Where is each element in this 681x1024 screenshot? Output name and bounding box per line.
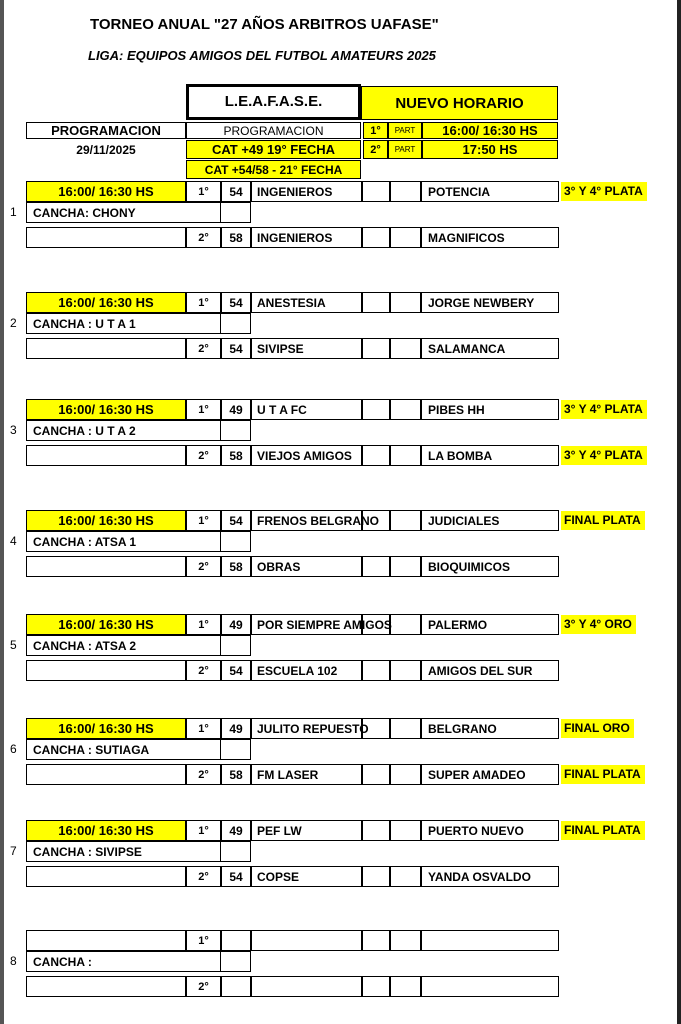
- cancha-label: CANCHA : U T A 2: [26, 420, 221, 441]
- spacer-cell: [221, 313, 251, 334]
- block-number: 2: [10, 316, 17, 330]
- home-team: FM LASER: [251, 764, 362, 785]
- cancha-label: CANCHA :: [26, 951, 221, 972]
- category-cell: 54: [221, 338, 251, 359]
- score-away: [390, 718, 421, 739]
- score-home: [362, 510, 390, 531]
- home-team: INGENIEROS: [251, 181, 362, 202]
- score-away: [390, 510, 421, 531]
- home-team: [251, 930, 362, 951]
- score-away: [390, 660, 421, 681]
- time-slot: 16:00/ 16:30 HS: [26, 399, 186, 420]
- category-cell: 54: [221, 510, 251, 531]
- score-home: [362, 292, 390, 313]
- match-note: FINAL PLATA: [561, 821, 645, 840]
- spacer-cell: [221, 202, 251, 223]
- away-team: PUERTO NUEVO: [421, 820, 559, 841]
- programacion-left: PROGRAMACION: [26, 122, 186, 139]
- category-cell: [221, 930, 251, 951]
- time-slot: 16:00/ 16:30 HS: [26, 820, 186, 841]
- category-cell: 54: [221, 292, 251, 313]
- score-away: [390, 399, 421, 420]
- match-note: 3° Y 4° PLATA: [561, 182, 647, 201]
- part-number: 2°: [186, 866, 221, 887]
- category-cell: 58: [221, 227, 251, 248]
- spacer-cell: [221, 951, 251, 972]
- match-note: FINAL PLATA: [561, 765, 645, 784]
- match-note: 3° Y 4° PLATA: [561, 400, 647, 419]
- category-49-label: CAT +49 19° FECHA: [186, 140, 361, 159]
- score-away: [390, 976, 421, 997]
- cancha-label: CANCHA : ATSA 1: [26, 531, 221, 552]
- category-54-58-label: CAT +54/58 - 21° FECHA: [186, 160, 361, 179]
- score-home: [362, 930, 390, 951]
- score-away: [390, 614, 421, 635]
- time-slot: 16:00/ 16:30 HS: [26, 510, 186, 531]
- time-slot: [26, 930, 186, 951]
- spacer-cell: [221, 531, 251, 552]
- away-team: PALERMO: [421, 614, 559, 635]
- block-number: 4: [10, 534, 17, 548]
- category-cell: 49: [221, 614, 251, 635]
- score-home: [362, 399, 390, 420]
- part-number: 2°: [186, 338, 221, 359]
- time-slot: 16:00/ 16:30 HS: [26, 614, 186, 635]
- category-cell: 54: [221, 181, 251, 202]
- block-number: 7: [10, 844, 17, 858]
- part1-time: 16:00/ 16:30 HS: [422, 122, 558, 139]
- away-team: POTENCIA: [421, 181, 559, 202]
- schedule-date: 29/11/2025: [76, 143, 136, 157]
- home-team: U T A FC: [251, 399, 362, 420]
- spacer-cell: [221, 635, 251, 656]
- part-number: 1°: [186, 614, 221, 635]
- part-number: 2°: [186, 227, 221, 248]
- home-team: VIEJOS AMIGOS: [251, 445, 362, 466]
- home-team: ESCUELA 102: [251, 660, 362, 681]
- part-number: 1°: [186, 820, 221, 841]
- empty-cell: [26, 556, 186, 577]
- score-home: [362, 556, 390, 577]
- home-team: OBRAS: [251, 556, 362, 577]
- score-away: [390, 866, 421, 887]
- score-away: [390, 764, 421, 785]
- score-home: [362, 614, 390, 635]
- score-home: [362, 338, 390, 359]
- part-number: 1°: [186, 510, 221, 531]
- new-schedule-box: NUEVO HORARIO: [361, 86, 558, 120]
- away-team: JUDICIALES: [421, 510, 559, 531]
- block-number: 5: [10, 638, 17, 652]
- cancha-label: CANCHA: CHONY: [26, 202, 221, 223]
- away-team: JORGE NEWBERY: [421, 292, 559, 313]
- empty-cell: [26, 976, 186, 997]
- category-cell: 49: [221, 718, 251, 739]
- score-home: [362, 660, 390, 681]
- empty-cell: [26, 764, 186, 785]
- home-team: JULITO REPUESTO: [251, 718, 362, 739]
- score-home: [362, 866, 390, 887]
- home-team: ANESTESIA: [251, 292, 362, 313]
- away-team: AMIGOS DEL SUR: [421, 660, 559, 681]
- home-team: INGENIEROS: [251, 227, 362, 248]
- category-cell: 54: [221, 660, 251, 681]
- score-away: [390, 227, 421, 248]
- away-team: BELGRANO: [421, 718, 559, 739]
- home-team: [251, 976, 362, 997]
- block-number: 8: [10, 954, 17, 968]
- home-team: COPSE: [251, 866, 362, 887]
- score-away: [390, 930, 421, 951]
- away-team: [421, 930, 559, 951]
- score-home: [362, 227, 390, 248]
- category-cell: 49: [221, 399, 251, 420]
- category-cell: 49: [221, 820, 251, 841]
- block-number: 1: [10, 205, 17, 219]
- away-team: [421, 976, 559, 997]
- match-note: FINAL PLATA: [561, 511, 645, 530]
- part2-number: 2°: [363, 140, 388, 159]
- spacer-cell: [221, 841, 251, 862]
- part-number: 1°: [186, 399, 221, 420]
- spacer-cell: [221, 420, 251, 441]
- home-team: POR SIEMPRE AMIGOS: [251, 614, 362, 635]
- part-number: 2°: [186, 445, 221, 466]
- score-home: [362, 718, 390, 739]
- score-away: [390, 820, 421, 841]
- part-number: 1°: [186, 718, 221, 739]
- score-away: [390, 556, 421, 577]
- block-number: 6: [10, 742, 17, 756]
- empty-cell: [26, 338, 186, 359]
- score-home: [362, 820, 390, 841]
- cancha-label: CANCHA : ATSA 2: [26, 635, 221, 656]
- part-number: 2°: [186, 764, 221, 785]
- match-note: 3° Y 4° PLATA: [561, 446, 647, 465]
- empty-cell: [26, 660, 186, 681]
- match-note: 3° Y 4° ORO: [561, 615, 636, 634]
- score-away: [390, 181, 421, 202]
- away-team: PIBES HH: [421, 399, 559, 420]
- left-edge-bar: [0, 0, 4, 1024]
- score-away: [390, 445, 421, 466]
- away-team: BIOQUIMICOS: [421, 556, 559, 577]
- time-slot: 16:00/ 16:30 HS: [26, 718, 186, 739]
- programacion-center: PROGRAMACION: [186, 122, 361, 139]
- away-team: SUPER AMADEO: [421, 764, 559, 785]
- cancha-label: CANCHA : SUTIAGA: [26, 739, 221, 760]
- part2-time: 17:50 HS: [422, 140, 558, 159]
- category-cell: 58: [221, 764, 251, 785]
- match-note: FINAL ORO: [561, 719, 634, 738]
- category-cell: 58: [221, 556, 251, 577]
- cancha-label: CANCHA : U T A 1: [26, 313, 221, 334]
- away-team: YANDA OSVALDO: [421, 866, 559, 887]
- category-cell: 54: [221, 866, 251, 887]
- part1-label: PART: [388, 122, 422, 139]
- part1-number: 1°: [363, 122, 388, 139]
- score-away: [390, 338, 421, 359]
- score-home: [362, 764, 390, 785]
- category-cell: [221, 976, 251, 997]
- category-cell: 58: [221, 445, 251, 466]
- part-number: 2°: [186, 660, 221, 681]
- empty-cell: [26, 445, 186, 466]
- away-team: SALAMANCA: [421, 338, 559, 359]
- score-home: [362, 976, 390, 997]
- spacer-cell: [221, 739, 251, 760]
- time-slot: 16:00/ 16:30 HS: [26, 181, 186, 202]
- right-edge-bar: [677, 0, 681, 1024]
- part-number: 2°: [186, 556, 221, 577]
- away-team: MAGNIFICOS: [421, 227, 559, 248]
- home-team: PEF LW: [251, 820, 362, 841]
- org-name-box: L.E.A.F.A.S.E.: [186, 84, 361, 120]
- away-team: LA BOMBA: [421, 445, 559, 466]
- part-number: 1°: [186, 930, 221, 951]
- part-number: 1°: [186, 292, 221, 313]
- score-home: [362, 181, 390, 202]
- page-subtitle: LIGA: EQUIPOS AMIGOS DEL FUTBOL AMATEURS 2025: [88, 48, 436, 63]
- page-title: TORNEO ANUAL "27 AÑOS ARBITROS UAFASE": [90, 16, 439, 33]
- part-number: 2°: [186, 976, 221, 997]
- part-number: 1°: [186, 181, 221, 202]
- home-team: SIVIPSE: [251, 338, 362, 359]
- cancha-label: CANCHA : SIVIPSE: [26, 841, 221, 862]
- home-team: FRENOS BELGRANO: [251, 510, 362, 531]
- part2-label: PART: [388, 140, 422, 159]
- score-away: [390, 292, 421, 313]
- block-number: 3: [10, 423, 17, 437]
- score-home: [362, 445, 390, 466]
- empty-cell: [26, 866, 186, 887]
- time-slot: 16:00/ 16:30 HS: [26, 292, 186, 313]
- empty-cell: [26, 227, 186, 248]
